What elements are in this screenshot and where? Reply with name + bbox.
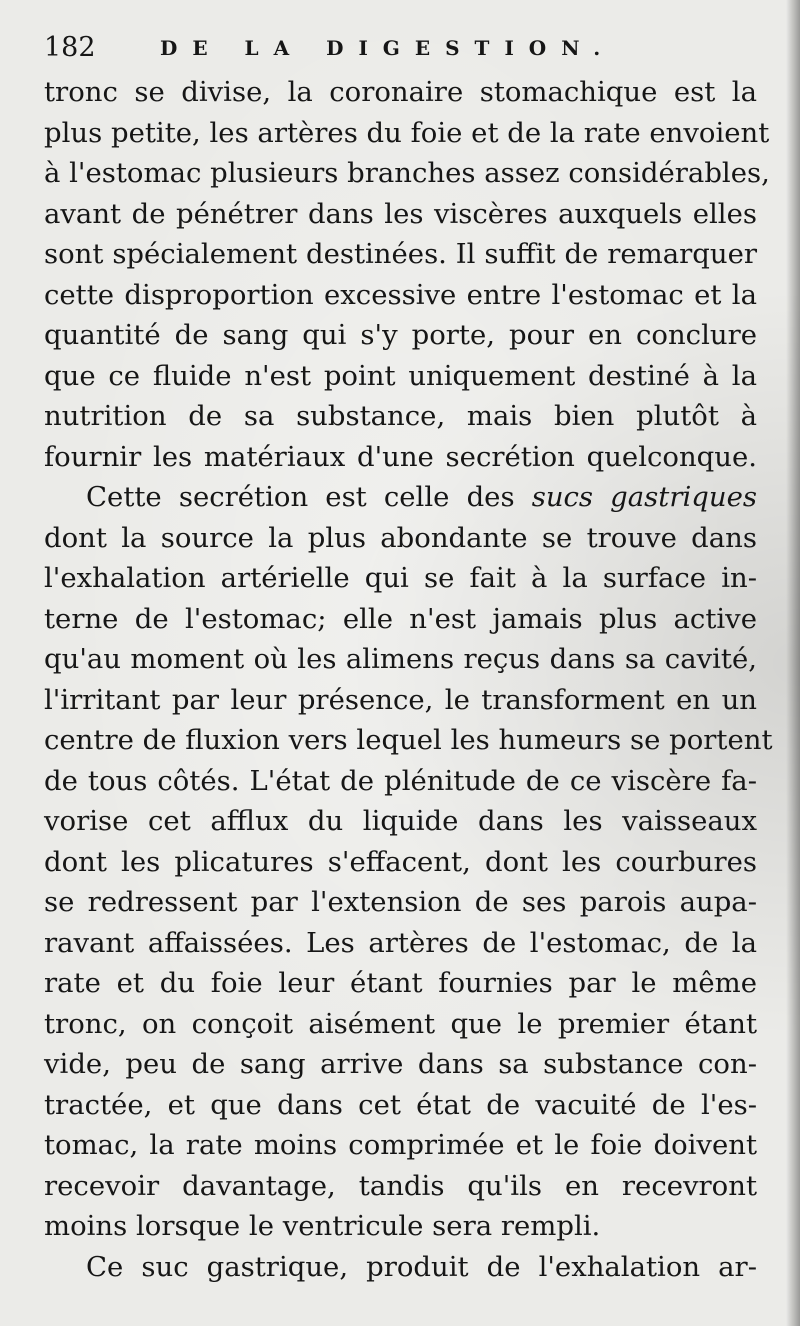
text-line: terne de l'estomac; elle n'est jamais plus active: [44, 602, 757, 635]
text-line: qu'au moment où les alimens reçus dans sa cavité,: [44, 643, 757, 675]
text-line: de tous côtés. L'état de plénitude de ce viscère fa-: [44, 764, 757, 797]
page-edge-shadow: [786, 0, 800, 1326]
text-line: dont la source la plus abondante se trouve dans: [44, 521, 757, 554]
text-line: recevoir davantage, tandis qu'ils en recevront: [44, 1169, 757, 1202]
text-line: nutrition de sa substance, mais bien plutôt à: [44, 400, 757, 432]
text-line: sont spécialement destinées. Il suffit de remarquer: [44, 238, 757, 270]
text-run: Cette secrétion est celle des: [86, 481, 532, 513]
text-line: vide, peu de sang arrive dans sa substance con-: [44, 1048, 757, 1080]
text-line: vorise cet afflux du liquide dans les vaisseaux: [44, 805, 757, 837]
text-line: à l'estomac plusieurs branches assez considérables,: [44, 157, 770, 189]
text-line: plus petite, les artères du foie et de la rate envoient: [44, 116, 770, 149]
paragraph-first-line: Ce suc gastrique, produit de l'exhalation ar-: [86, 1250, 757, 1283]
page-header: [44, 30, 744, 66]
text-line: l'exhalation artérielle qui se fait à la surface in-: [44, 562, 757, 594]
paragraph-first-line: [44, 477, 757, 518]
text-line: avant de pénétrer dans les viscères auxquels elles: [44, 197, 757, 230]
text-line: cette disproportion excessive entre l'estomac et la: [44, 278, 757, 311]
text-line: que ce fluide n'est point uniquement destiné à la: [44, 359, 757, 392]
text-line: ravant affaissées. Les artères de l'estomac, de la: [44, 926, 757, 959]
text-line: tronc, on conçoit aisément que le premier étant: [44, 1007, 757, 1040]
text-line: se redressent par l'extension de ses parois aupa-: [44, 886, 757, 918]
text-line: fournir les matériaux d'une secrétion quelconque.: [44, 440, 757, 473]
paragraph-last-line: moins lorsque le ventricule sera rempli.: [44, 1210, 601, 1242]
text-line: rate et du foie leur étant fournies par le même: [44, 967, 757, 999]
page-number: 182: [44, 32, 96, 63]
text-line: tronc se divise, la coronaire stomachique est la: [44, 76, 757, 108]
italic-term: sucs gastriques: [531, 481, 757, 513]
running-head: DE LA DIGESTION.: [160, 36, 616, 60]
text-line: dont les plicatures s'effacent, dont les courbures: [44, 845, 757, 878]
text-line: tractée, et que dans cet état de vacuité de l'es-: [44, 1088, 757, 1121]
text-line: centre de fluxion vers lequel les humeurs se portent: [44, 724, 773, 756]
text-line: tomac, la rate moins comprimée et le foie doivent: [44, 1129, 757, 1161]
text-line: quantité de sang qui s'y porte, pour en conclure: [44, 319, 757, 351]
text-line: l'irritant par leur présence, le transforment en un: [44, 683, 757, 716]
body-text: [44, 72, 773, 1287]
